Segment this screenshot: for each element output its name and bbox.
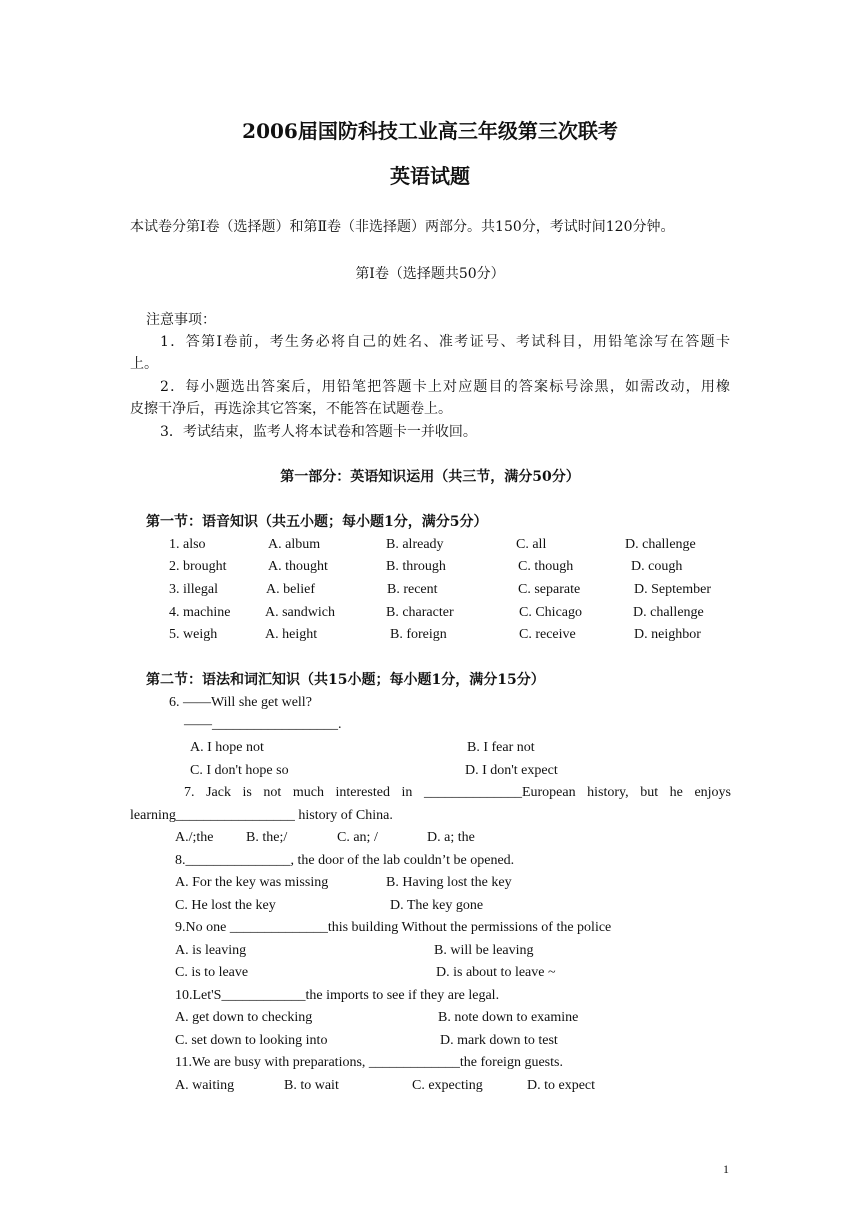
- q7-option-b: B. the;/: [246, 830, 288, 845]
- q7-option-c: C. an; /: [337, 830, 378, 845]
- q2-option-c: C. though: [518, 559, 574, 574]
- q2-stem: 2. brought: [169, 559, 227, 574]
- q4-option-b: B. character: [386, 605, 454, 620]
- q1-option-b: B. already: [386, 537, 444, 552]
- q4-option-c: C. Chicago: [519, 605, 582, 620]
- q5-option-d: D. neighbor: [634, 627, 701, 642]
- q6-option-d: D. I don't expect: [465, 763, 558, 778]
- section-1-heading: 第一节：语音知识（共五小题；每小题1分，满分5分）: [146, 514, 488, 530]
- q6-option-b: B. I fear not: [467, 740, 535, 755]
- q3-option-b: B. recent: [387, 582, 438, 597]
- q9-option-a: A. is leaving: [175, 943, 247, 958]
- q3-option-c: C. separate: [518, 582, 581, 597]
- q6-option-a: A. I hope not: [190, 740, 264, 755]
- q1-stem: 1. also: [169, 537, 206, 552]
- note-1-line-1: 1．答第Ⅰ卷前，考生务必将自己的姓名、准考证号、考试科目，用铅笔涂写在答题卡: [160, 334, 730, 350]
- exam-subtitle: 英语试题: [390, 164, 470, 188]
- q1-option-a: A. album: [268, 537, 321, 552]
- q11-stem: 11.We are busy with preparations, _____________the foreign guests.: [175, 1055, 563, 1070]
- q5-stem: 5. weigh: [169, 627, 218, 642]
- note-2-line-2: 皮擦干净后，再选涂其它答案，不能答在试题卷上。: [130, 401, 452, 417]
- q11-option-c: C. expecting: [412, 1078, 483, 1093]
- q8-stem: 8._______________, the door of the lab couldn’t be opened.: [175, 853, 515, 868]
- intro-text: 本试卷分第Ⅰ卷（选择题）和第Ⅱ卷（非选择题）两部分。共150分，考试时间120分钟。: [130, 219, 675, 235]
- q7-stem-line-1: 7. Jack is not much interested in ______________European history, but he enjoys: [184, 785, 731, 800]
- exam-title: 2006届国防科技工业高三年级第三次联考: [242, 119, 618, 143]
- q7-option-d: D. a; the: [427, 830, 475, 845]
- q9-stem: 9.No one ______________this building Without the permissions of the police: [175, 920, 612, 935]
- q9-option-b: B. will be leaving: [434, 943, 534, 958]
- page-number: 1: [723, 1162, 729, 1176]
- section-2-heading: 第二节：语法和词汇知识（共15小题；每小题1分，满分15分）: [146, 672, 545, 688]
- q9-option-c: C. is to leave: [175, 965, 249, 980]
- note-1-line-2: 上。: [130, 356, 158, 372]
- q8-option-d: D. The key gone: [390, 898, 484, 913]
- q10-option-a: A. get down to checking: [175, 1010, 313, 1025]
- part-1-heading: 第一部分：英语知识运用（共三节，满分50分）: [280, 469, 580, 485]
- q8-option-c: C. He lost the key: [175, 898, 276, 913]
- q5-option-c: C. receive: [519, 627, 576, 642]
- q6-option-c: C. I don't hope so: [190, 763, 289, 778]
- notes-heading: 注意事项：: [146, 312, 216, 328]
- q10-option-b: B. note down to examine: [438, 1010, 579, 1025]
- q7-option-a: A./;the: [175, 830, 214, 845]
- q11-option-a: A. waiting: [175, 1078, 235, 1093]
- q11-option-d: D. to expect: [527, 1078, 596, 1093]
- note-2-line-1: 2．每小题选出答案后，用铅笔把答题卡上对应题目的答案标号涂黑，如需改动，用橡: [160, 379, 730, 395]
- q9-option-d: D. is about to leave ~: [436, 965, 556, 980]
- q11-option-b: B. to wait: [284, 1078, 339, 1093]
- q6-reply: ——__________________.: [184, 717, 342, 732]
- q4-stem: 4. machine: [169, 605, 231, 620]
- q4-option-d: D. challenge: [633, 605, 704, 620]
- q7-stem-line-2: learning_________________ history of China.: [130, 808, 393, 823]
- q5-option-a: A. height: [265, 627, 318, 642]
- note-3: 3．考试结束，监考人将本试卷和答题卡一并收回。: [160, 424, 477, 440]
- q5-option-b: B. foreign: [390, 627, 447, 642]
- q10-option-c: C. set down to looking into: [175, 1033, 328, 1048]
- q1-option-d: D. challenge: [625, 537, 696, 552]
- q2-option-a: A. thought: [268, 559, 328, 574]
- q1-option-c: C. all: [516, 537, 547, 552]
- q2-option-b: B. through: [386, 559, 446, 574]
- q3-option-d: D. September: [634, 582, 711, 597]
- q10-stem: 10.Let'S____________the imports to see if they are legal.: [175, 988, 500, 1003]
- q10-option-d: D. mark down to test: [440, 1033, 558, 1048]
- volume-heading: 第Ⅰ卷（选择题共50分）: [355, 266, 505, 282]
- q8-option-b: B. Having lost the key: [386, 875, 512, 890]
- q3-stem: 3. illegal: [169, 582, 218, 597]
- q4-option-a: A. sandwich: [265, 605, 335, 620]
- q6-stem: 6. ——Will she get well?: [169, 695, 312, 710]
- q3-option-a: A. belief: [266, 582, 315, 597]
- q2-option-d: D. cough: [631, 559, 683, 574]
- q8-option-a: A. For the key was missing: [175, 875, 329, 890]
